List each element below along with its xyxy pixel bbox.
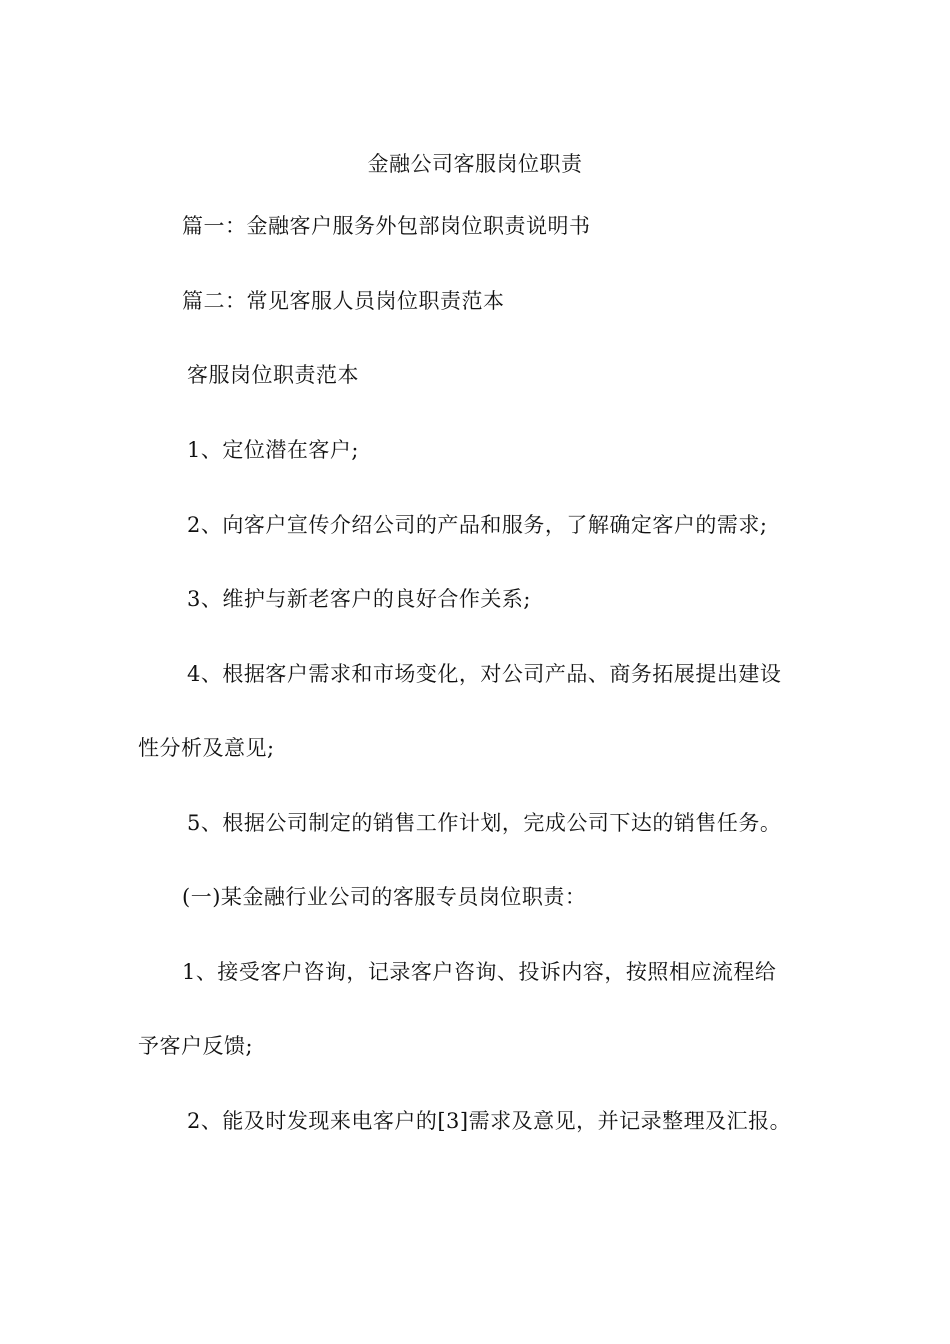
list-item: 2、能及时发现来电客户的[3]需求及意见，并记录整理及汇报。 bbox=[187, 1109, 792, 1133]
paragraph-part-two: 篇二：常见客服人员岗位职责范本 bbox=[182, 289, 505, 313]
section-heading: 客服岗位职责范本 bbox=[187, 363, 359, 387]
list-item: 1、定位潜在客户; bbox=[187, 438, 359, 462]
list-item: 4、根据客户需求和市场变化，对公司产品、商务拓展提出建设 bbox=[187, 662, 782, 686]
paragraph-part-one: 篇一：金融客户服务外包部岗位职责说明书 bbox=[182, 214, 591, 238]
list-item: 3、维护与新老客户的良好合作关系; bbox=[187, 587, 531, 611]
list-item: 5、根据公司制定的销售工作计划，完成公司下达的销售任务。 bbox=[187, 811, 782, 835]
list-item: 2、向客户宣传介绍公司的产品和服务，了解确定客户的需求; bbox=[187, 513, 768, 537]
list-item-continuation: 性分析及意见; bbox=[138, 736, 275, 760]
list-item: 1、接受客户咨询，记录客户咨询、投诉内容，按照相应流程给 bbox=[182, 960, 777, 984]
subsection-heading: (一)某金融行业公司的客服专员岗位职责： bbox=[182, 885, 587, 909]
document-title: 金融公司客服岗位职责 bbox=[367, 152, 583, 176]
list-item-continuation: 予客户反馈; bbox=[138, 1034, 254, 1058]
